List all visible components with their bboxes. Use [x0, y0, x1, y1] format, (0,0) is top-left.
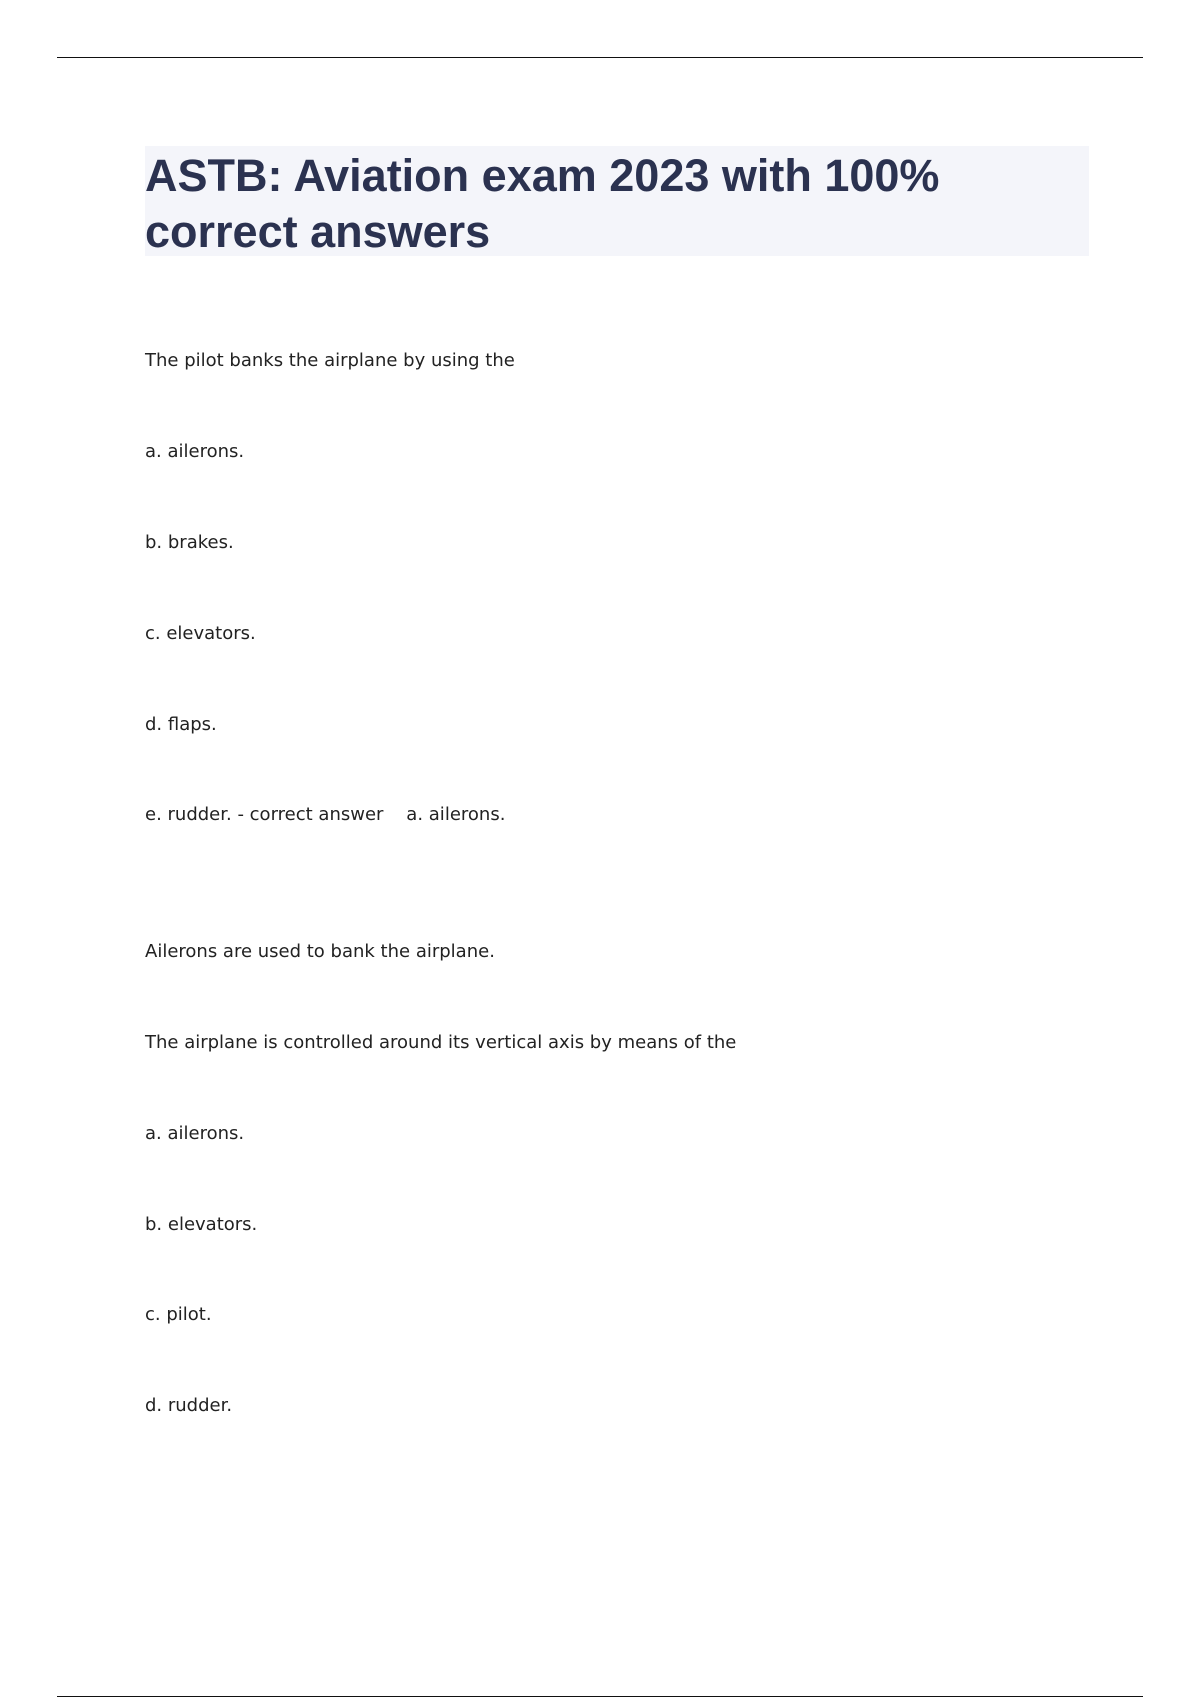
top-rule [57, 57, 1143, 58]
question-2-text: The airplane is controlled around its vertical axis by means of the [145, 1032, 737, 1053]
question-2-option-b: b. elevators. [145, 1214, 258, 1235]
question-1-option-b: b. brakes. [145, 532, 234, 553]
question-2-option-c: c. pilot. [145, 1304, 212, 1325]
question-1-text: The pilot banks the airplane by using the [145, 350, 515, 371]
document-title: ASTB: Aviation exam 2023 with 100% correct answers [145, 150, 940, 257]
question-2-option-d: d. rudder. [145, 1395, 233, 1416]
question-1-option-d: d. flaps. [145, 714, 217, 735]
question-1-explanation: Ailerons are used to bank the airplane. [145, 941, 495, 962]
question-1-option-e-answer: e. rudder. - correct answer a. ailerons. [145, 804, 506, 825]
question-2-option-a: a. ailerons. [145, 1123, 245, 1144]
bottom-rule [57, 1696, 1143, 1697]
question-1-option-c: c. elevators. [145, 623, 256, 644]
question-1-option-a: a. ailerons. [145, 441, 245, 462]
